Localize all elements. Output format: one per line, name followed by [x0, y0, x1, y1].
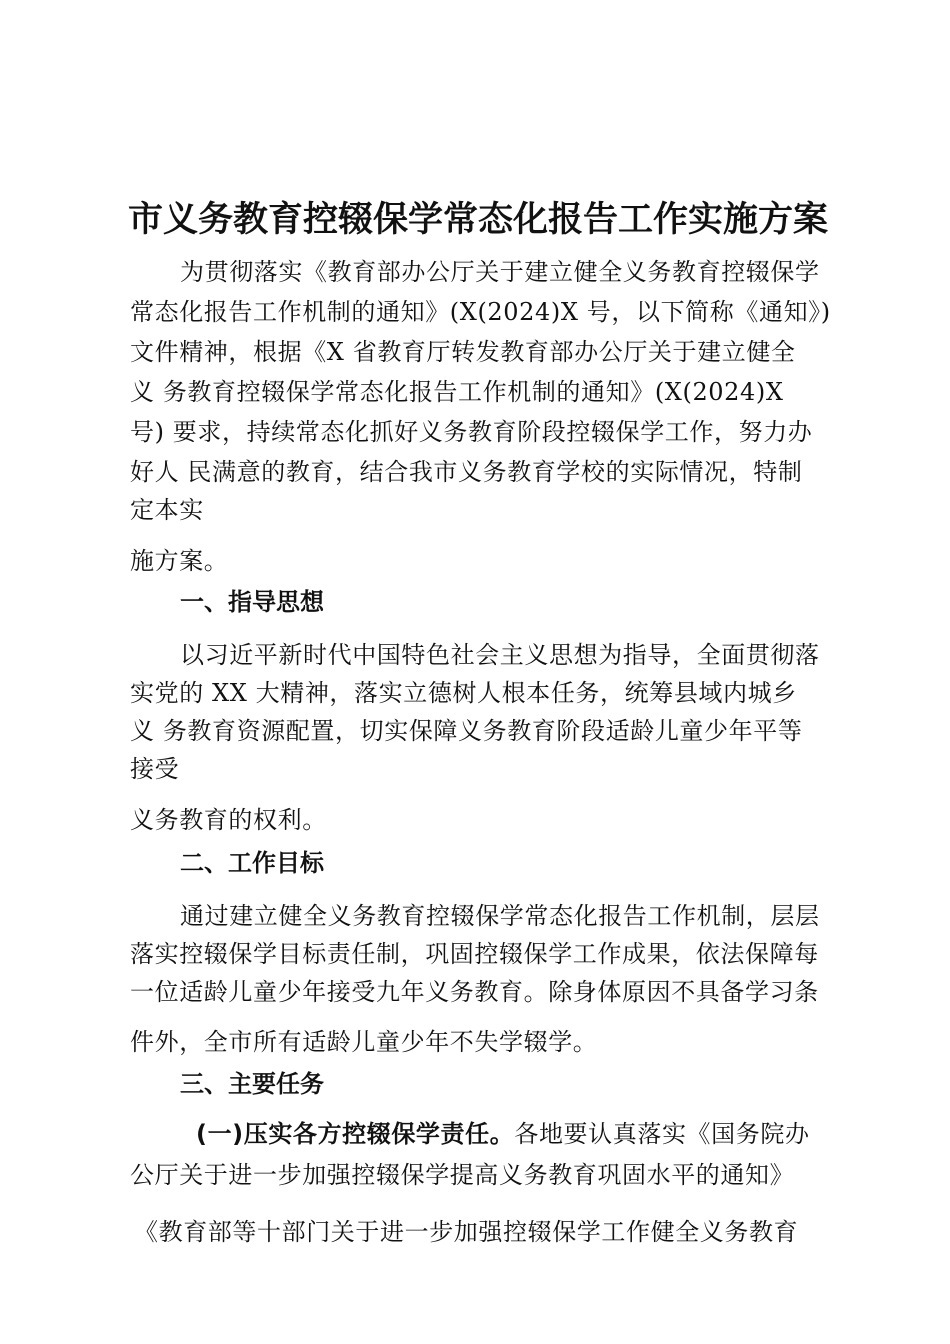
- subsection-1-heading: (一)压实各方控辍保学责任。: [196, 1120, 515, 1148]
- section1-line-3: 义 务教育资源配置，切实保障义务教育阶段适龄儿童少年平等: [130, 717, 803, 745]
- section2-line-2: 落实控辍保学目标责任制，巩固控辍保学工作成果，依法保障每: [130, 940, 819, 968]
- intro-line-7: 定本实: [130, 496, 204, 524]
- subsection-1-text: 各地要认真落实《国务院办: [514, 1120, 810, 1148]
- section2-line-1: 通过建立健全义务教育控辍保学常态化报告工作机制，层层: [180, 902, 820, 930]
- section-heading-2: 二、工作目标: [180, 849, 324, 877]
- section1-line-1: 以习近平新时代中国特色社会主义思想为指导，全面贯彻落: [180, 641, 820, 669]
- section3-subsection-1: [196, 1114, 810, 1149]
- intro-line-2: 常态化报告工作机制的通知》(X(2024)X 号，以下简称《通知》): [130, 298, 831, 326]
- document-title: 市义务教育控辍保学常态化报告工作实施方案: [128, 200, 829, 240]
- section2-line-4: 件外，全市所有适龄儿童少年不失学辍学。: [130, 1028, 598, 1056]
- section-heading-1: 一、指导思想: [180, 588, 324, 616]
- section2-line-3: 一位适龄儿童少年接受九年义务教育。除身体原因不具备学习条: [130, 978, 819, 1006]
- intro-line-1: 为贯彻落实《教育部办公厅关于建立健全义务教育控辍保学: [180, 258, 820, 286]
- section1-line-4: 接受: [130, 755, 180, 783]
- intro-line-6: 好人 民满意的教育，结合我市义务教育学校的实际情况，特制: [130, 458, 803, 486]
- intro-line-5: 号) 要求，持续常态化抓好义务教育阶段控辍保学工作，努力办: [130, 418, 813, 446]
- section-heading-3: 三、主要任务: [180, 1070, 324, 1098]
- intro-line-3: 文件精神，根据《X 省教育厅转发教育部办公厅关于建立健全: [130, 338, 796, 366]
- section1-line-5: 义务教育的权利。: [130, 806, 327, 834]
- intro-line-4: 义 务教育控辍保学常态化报告工作机制的通知》(X(2024)X: [130, 378, 784, 406]
- intro-line-8: 施方案。: [130, 547, 229, 575]
- section1-line-2: 实党的 XX 大精神，落实立德树人根本任务，统筹县域内城乡: [130, 679, 797, 707]
- section3-line-2: 公厅关于进一步加强控辍保学提高义务教育巩固水平的通知》: [130, 1161, 795, 1189]
- section3-line-3: 《教育部等十部门关于进一步加强控辍保学工作健全义务教育: [134, 1218, 799, 1246]
